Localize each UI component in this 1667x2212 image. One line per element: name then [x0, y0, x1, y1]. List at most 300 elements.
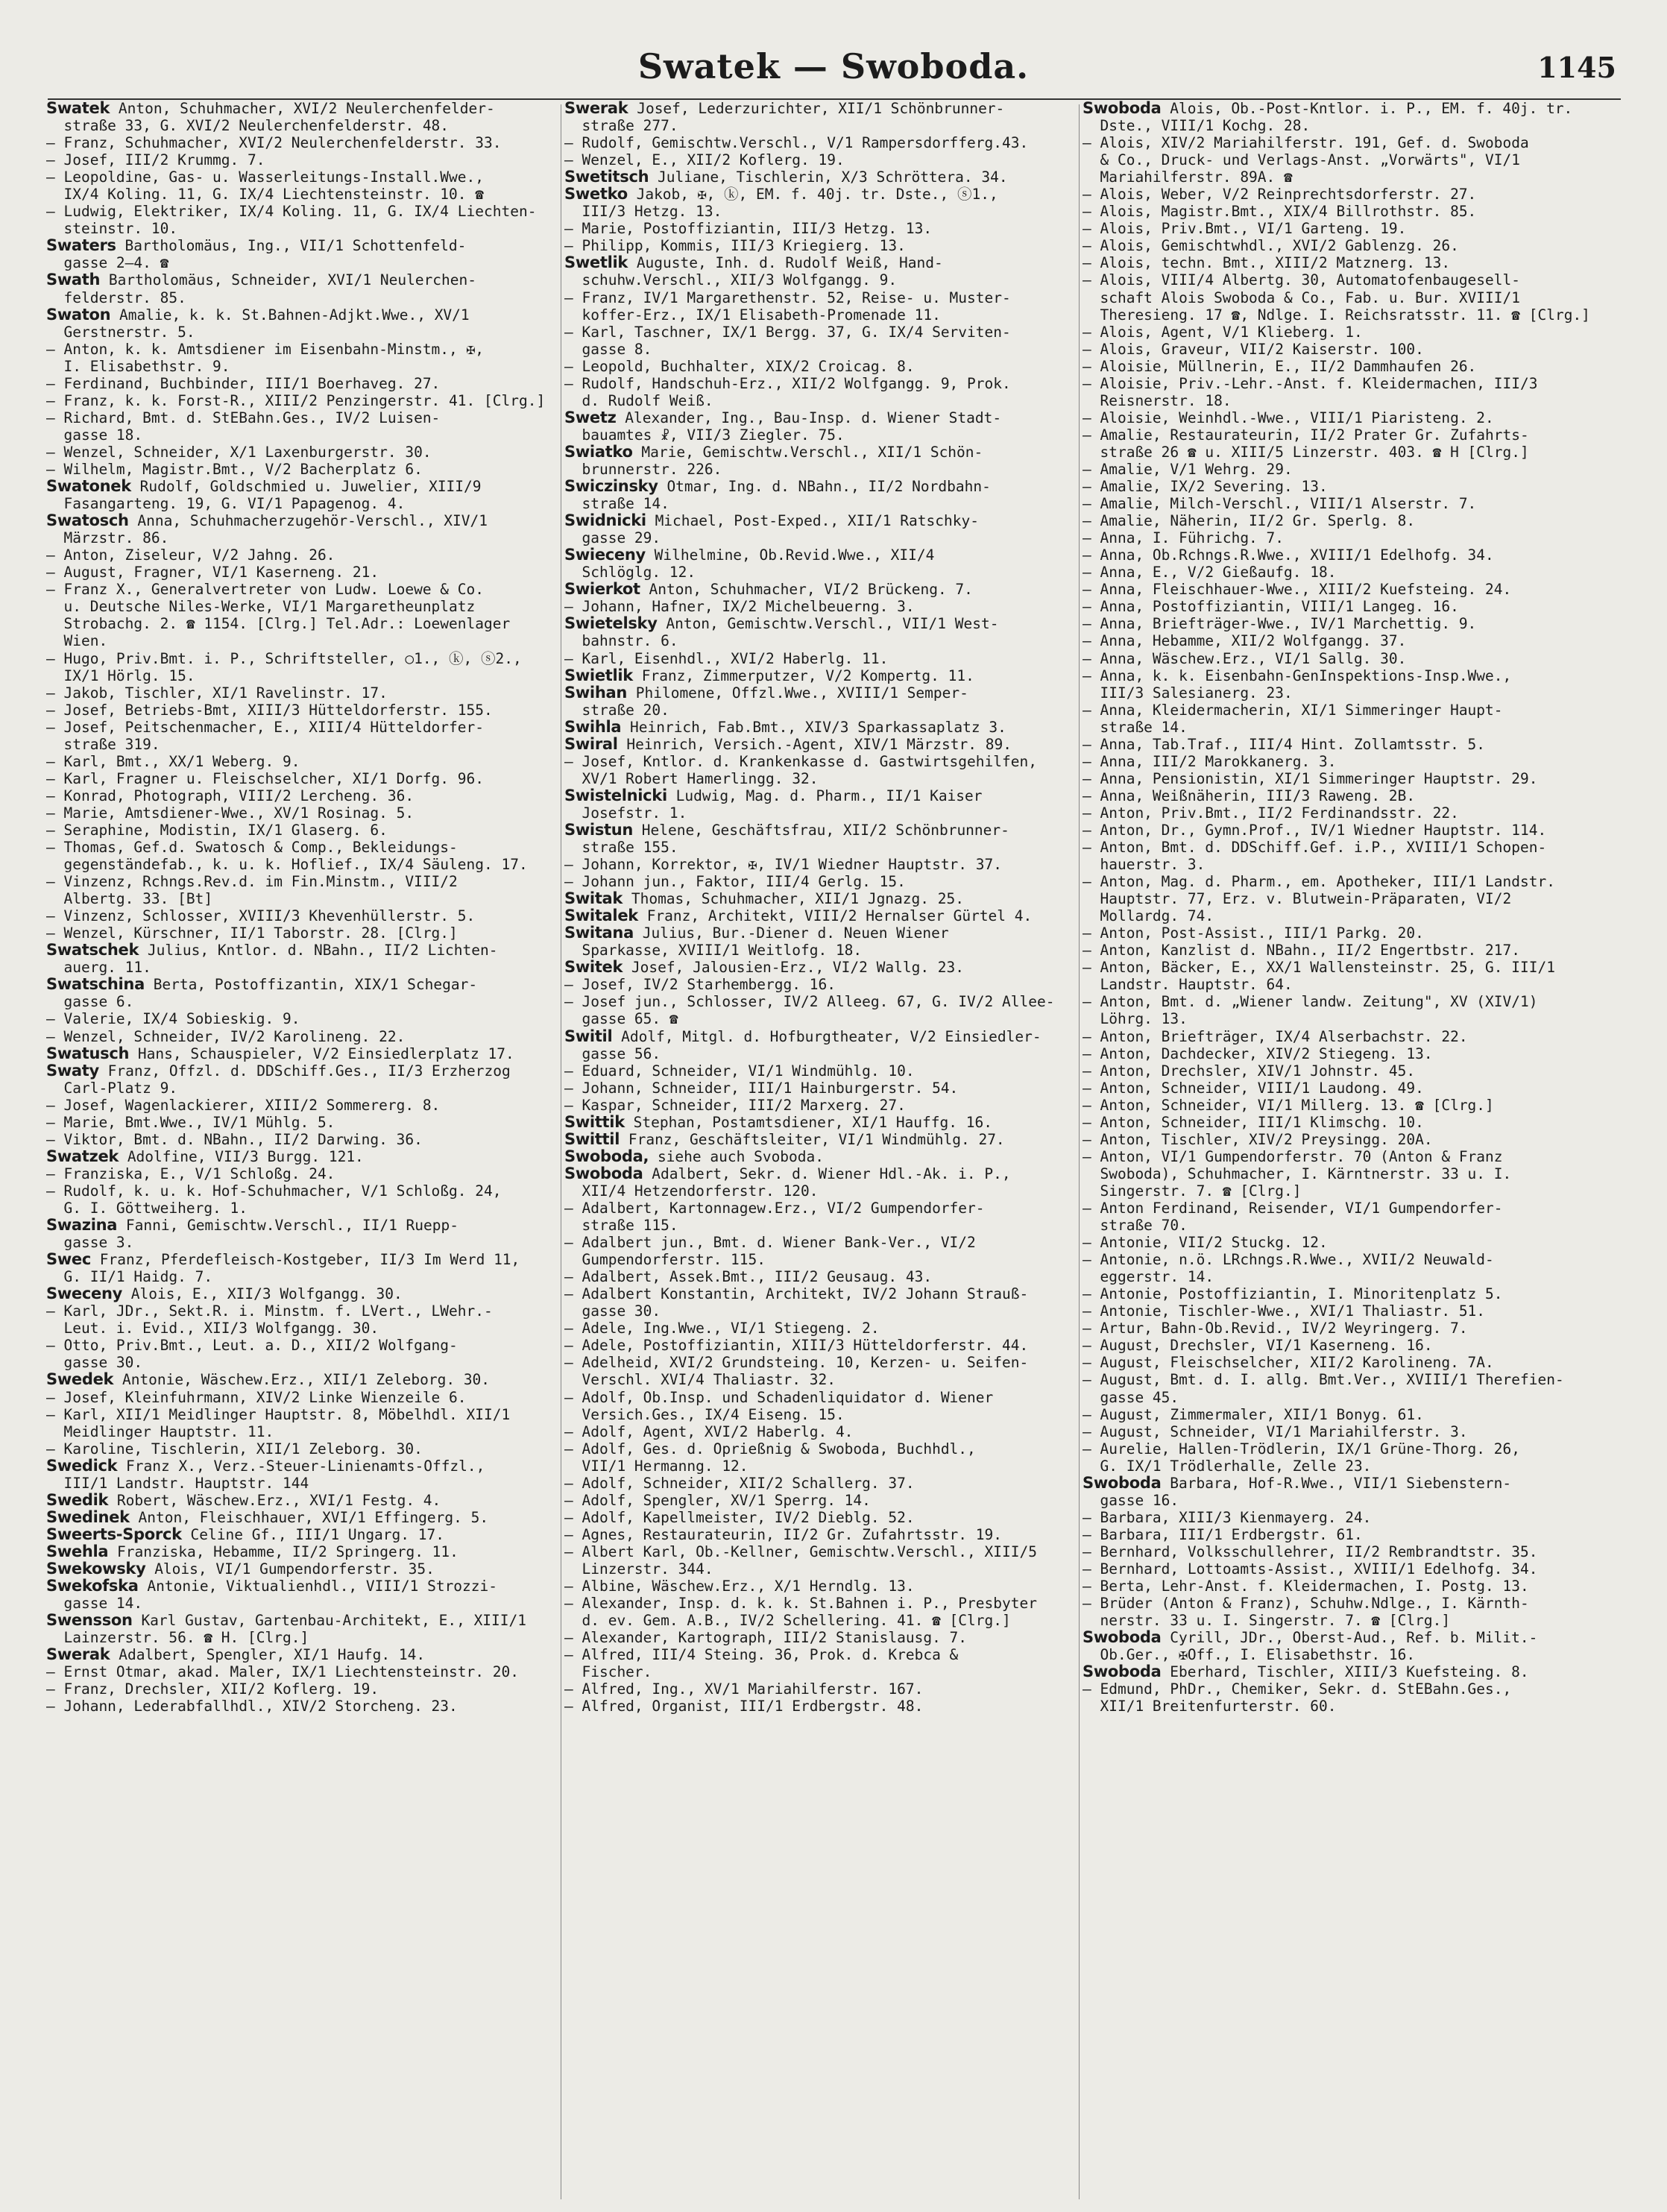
entry-text: straße 319.	[46, 735, 160, 753]
entry-text: Amalie, k. k. St.Bahnen-Adjkt.Wwe., XV/1	[110, 306, 470, 324]
entry-text: Juliane, Tischlerin, X/3 Schröttera. 34.	[649, 168, 1008, 186]
page-header	[0, 39, 1667, 98]
directory-entry	[1083, 1097, 1604, 1114]
entry-text: — Alois, Gemischtwhdl., XVI/2 Gablenzg. 26.	[1083, 237, 1459, 255]
entry-line	[1083, 1663, 1604, 1680]
entry-text: — Alois, Graveur, VII/2 Kaiserstr. 100.	[1083, 340, 1424, 358]
entry-line	[1083, 1526, 1604, 1543]
surname-heading: Switil	[564, 1027, 613, 1045]
entry-text: — Adolf, Kapellmeister, IV/2 Dieblg. 52.	[564, 1508, 915, 1526]
entry-text: — Anna, Briefträger-Wwe., IV/1 Marchettig. 9.	[1083, 615, 1477, 633]
entry-line	[1083, 341, 1604, 358]
directory-entry	[564, 220, 1086, 237]
entry-text: — Ferdinand, Buchbinder, III/1 Boerhaveg. 27.	[46, 374, 441, 392]
directory-entry	[1083, 650, 1604, 667]
entry-line	[1083, 736, 1604, 753]
directory-entry	[1083, 1148, 1604, 1200]
entry-line	[1083, 667, 1604, 684]
directory-entry	[1083, 134, 1604, 186]
entry-line	[1083, 787, 1604, 804]
page-number: 1145	[1537, 51, 1616, 84]
entry-line	[564, 1475, 1086, 1492]
surname-heading: Swedek	[46, 1371, 114, 1389]
entry-text: — Anton, Schneider, VIII/1 Laudong. 49.	[1083, 1079, 1424, 1097]
directory-entry	[1083, 615, 1604, 632]
entry-line	[1083, 993, 1604, 1010]
entry-line	[46, 873, 568, 890]
entry-text: Swoboda), Schuhmacher, I. Kärntnerstr. 33 u. I.	[1083, 1165, 1512, 1182]
entry-text: — Leopold, Buchhalter, XIX/2 Croicag. 8.	[564, 357, 915, 375]
entry-text: Franz, Zimmerputzer, V/2 Kompertg. 11.	[632, 667, 974, 684]
entry-text: — Anna, III/2 Marokkanerg. 3.	[1083, 752, 1337, 770]
entry-line	[564, 770, 1086, 787]
entry-line	[1083, 856, 1604, 873]
entry-line	[46, 993, 568, 1010]
entry-text: I. Elisabethstr. 9.	[46, 357, 230, 375]
surname-heading: Swittik	[564, 1113, 625, 1131]
entry-text: steinstr. 10.	[46, 220, 178, 238]
entry-text: gasse 30.	[564, 1302, 661, 1320]
surname-heading: Swerak	[564, 100, 628, 117]
entry-text: — Anton, Bmt. d. „Wiener landw. Zeitung", XV (XIV/1)	[1083, 993, 1538, 1011]
entry-text: — Berta, Lehr-Anst. f. Kleidermachen, I. Postg. 13.	[1083, 1578, 1529, 1595]
entry-line	[1083, 1148, 1604, 1165]
directory-entry	[46, 237, 568, 271]
directory-entry	[46, 1680, 568, 1698]
entry-text: Albertg. 33. [Bt]	[46, 890, 213, 908]
directory-entry	[1083, 1440, 1604, 1475]
directory-entry	[1083, 1354, 1604, 1371]
entry-line	[564, 1612, 1086, 1629]
entry-line	[1083, 271, 1604, 289]
directory-entry	[46, 546, 568, 564]
entry-line	[564, 1698, 1086, 1715]
entry-line	[564, 1114, 1086, 1131]
entry-line	[46, 341, 568, 358]
entry-line	[564, 529, 1086, 546]
entry-line	[46, 375, 568, 392]
entry-text: — Anton, Drechsler, XIV/1 Johnstr. 45.	[1083, 1062, 1416, 1080]
entry-line	[1083, 942, 1604, 959]
entry-text: Alois, VI/1 Gumpendorferstr. 35.	[145, 1560, 435, 1578]
directory-entry	[564, 1285, 1086, 1320]
directory-entry	[46, 1251, 568, 1285]
entry-text: — Karl, Taschner, IX/1 Bergg. 37, G. IX/4 Serviten-	[564, 323, 1011, 341]
directory-entry	[46, 1389, 568, 1406]
entry-text: Carl-Platz 9.	[46, 1079, 178, 1097]
entry-line	[1083, 1629, 1604, 1646]
directory-entry	[46, 1371, 568, 1388]
directory-entry	[1083, 546, 1604, 564]
entry-line	[1083, 289, 1604, 306]
entry-text: — Franz X., Generalvertreter von Ludw. Loewe & Co.	[46, 581, 484, 599]
entry-line	[564, 976, 1086, 993]
entry-text: — Viktor, Bmt. d. NBahn., II/2 Darwing. 36.	[46, 1130, 423, 1148]
surname-heading: Swistun	[564, 821, 634, 839]
directory-entry	[46, 1440, 568, 1458]
entry-line	[46, 220, 568, 237]
entry-line	[46, 564, 568, 581]
surname-heading: Sweceny	[46, 1285, 122, 1303]
surname-heading: Swoboda	[1083, 1629, 1162, 1647]
entry-line	[46, 100, 568, 117]
entry-line	[564, 1182, 1086, 1200]
entry-line	[46, 1440, 568, 1458]
entry-line	[46, 1165, 568, 1182]
entry-text: — Anna, Hebamme, XII/2 Wolfgangg. 37.	[1083, 632, 1407, 650]
entry-text: Rudolf, Goldschmied u. Juwelier, XIII/9	[130, 478, 482, 496]
entry-line	[46, 426, 568, 444]
entry-text: Mariahilferstr. 89A. ☎	[1083, 168, 1293, 186]
entry-line	[564, 203, 1086, 220]
surname-heading: Swiczinsky	[564, 478, 658, 496]
entry-line	[564, 787, 1086, 804]
entry-text: — Franziska, E., V/1 Schloßg. 24.	[46, 1165, 335, 1182]
surname-heading: Switek	[564, 959, 623, 977]
directory-entry	[1083, 1663, 1604, 1680]
entry-line	[1083, 1492, 1604, 1509]
entry-text: — Alexander, Kartograph, III/2 Stanislausg. 7.	[564, 1629, 968, 1647]
entry-line	[564, 684, 1086, 702]
surname-heading: Sweerts-Sporck	[46, 1525, 182, 1543]
entry-line	[564, 1526, 1086, 1543]
entry-line	[564, 907, 1086, 924]
entry-text: IX/4 Koling. 11, G. IX/4 Liechtensteinstr. 10. ☎	[46, 186, 484, 204]
directory-entry	[564, 924, 1086, 959]
directory-entry	[46, 1148, 568, 1165]
entry-text: G. II/1 Haidg. 7.	[46, 1268, 213, 1286]
entry-text: — Agnes, Restaurateurin, II/2 Gr. Zufahrtsstr. 19.	[564, 1525, 1002, 1543]
entry-line	[46, 719, 568, 736]
entry-text: Anton, Schuhmacher, VI/2 Brückeng. 7.	[640, 581, 973, 599]
entry-line	[564, 1406, 1086, 1423]
entry-text: gasse 3.	[46, 1234, 134, 1252]
directory-entry	[564, 134, 1086, 151]
directory-entry	[1083, 512, 1604, 529]
entry-text: — Antonie, VII/2 Stuckg. 12.	[1083, 1234, 1328, 1252]
entry-text: bauamtes ☧, VII/3 Ziegler. 75.	[564, 426, 845, 444]
directory-entry	[1083, 1114, 1604, 1131]
entry-line	[564, 444, 1086, 461]
entry-text: — August, Bmt. d. I. allg. Bmt.Ver., XVIII/1 Therefien-	[1083, 1371, 1564, 1389]
entry-line	[1083, 1612, 1604, 1629]
directory-entry	[1083, 564, 1604, 581]
directory-entry	[46, 1337, 568, 1371]
entry-line	[1083, 1062, 1604, 1080]
entry-line	[1083, 770, 1604, 787]
entry-text: Anton, Schuhmacher, XVI/2 Neulerchenfelder-	[110, 100, 495, 117]
directory-entry	[1083, 1285, 1604, 1302]
entry-text: straße 115.	[564, 1217, 678, 1235]
directory-entry	[564, 444, 1086, 478]
directory-entry	[564, 375, 1086, 409]
entry-line	[564, 993, 1086, 1010]
surname-heading: Swoboda	[1083, 1474, 1162, 1492]
directory-entry	[564, 1131, 1086, 1148]
directory-entry	[46, 100, 568, 134]
entry-text: Hauptstr. 77, Erz. v. Blutwein-Präparaten, VI/2	[1083, 890, 1512, 908]
directory-entry	[46, 1492, 568, 1509]
surname-heading: Swetitsch	[564, 168, 649, 186]
entry-text: gasse 6.	[46, 993, 134, 1011]
entry-text: — Josef jun., Schlosser, IV/2 Alleeg. 67, G. IV/2 Allee-	[564, 993, 1055, 1011]
directory-entry	[1083, 1629, 1604, 1663]
entry-text: — Adele, Ing.Wwe., VI/1 Stiegeng. 2.	[564, 1320, 880, 1337]
entry-line	[564, 856, 1086, 873]
entry-line	[1083, 1680, 1604, 1698]
entry-text: Michael, Post-Exped., XII/1 Ratschky-	[646, 512, 979, 530]
entry-text: gasse 65. ☎	[564, 1010, 678, 1028]
entry-line	[1083, 924, 1604, 942]
entry-text: — Alexander, Insp. d. k. k. St.Bahnen i. P., Presbyter	[564, 1595, 1037, 1613]
entry-text: — Anton, Dr., Gymn.Prof., IV/1 Wiedner Hauptstr. 114.	[1083, 821, 1547, 839]
entry-text: Leut. i. Evid., XII/3 Wolfgangg. 30.	[46, 1320, 379, 1337]
entry-text: Mollardg. 74.	[1083, 907, 1214, 925]
entry-text: gasse 16.	[1083, 1491, 1179, 1509]
entry-text: — Anton, Kanzlist d. NBahn., II/2 Engertbstr. 217.	[1083, 942, 1520, 960]
entry-line	[1083, 1234, 1604, 1251]
entry-line	[564, 1045, 1086, 1062]
directory-entry	[564, 254, 1086, 289]
entry-text: Franz X., Verz.-Steuer-Linienamts-Offzl.,	[117, 1457, 485, 1475]
entry-line	[1083, 907, 1604, 924]
entry-text: — Alois, Priv.Bmt., VI/1 Garteng. 19.	[1083, 220, 1407, 238]
entry-text: Gerstnerstr. 5.	[46, 323, 195, 341]
entry-text: Heinrich, Versich.-Agent, XIV/1 Märzstr. 89.	[617, 735, 1012, 753]
entry-text: Anton, Gemischtw.Verschl., VII/1 West-	[657, 615, 999, 633]
entry-line	[1083, 1337, 1604, 1354]
directory-entry	[46, 873, 568, 907]
entry-text: — Adolf, Ges. d. Oprießnig & Swoboda, Buchhdl.,	[564, 1440, 976, 1458]
entry-line	[564, 1080, 1086, 1097]
directory-entry	[46, 976, 568, 1010]
entry-text: — Wilhelm, Magistr.Bmt., V/2 Bacherplatz 6.	[46, 460, 423, 478]
surname-heading: Switana	[564, 924, 634, 942]
entry-text: — Alois, Magistr.Bmt., XIX/4 Billrothstr. 85.	[1083, 203, 1477, 221]
entry-line	[46, 271, 568, 289]
entry-text: Löhrg. 13.	[1083, 1010, 1188, 1028]
entry-line	[564, 426, 1086, 444]
entry-line	[1083, 822, 1604, 839]
directory-entry	[1083, 220, 1604, 237]
entry-text: hauerstr. 3.	[1083, 856, 1206, 874]
directory-entry	[564, 976, 1086, 993]
surname-heading: Swoboda,	[564, 1147, 649, 1165]
surname-heading: Swetlik	[564, 254, 628, 272]
entry-line	[46, 615, 568, 632]
entry-text: — Adolf, Spengler, XV/1 Sperrg. 14.	[564, 1491, 871, 1509]
entry-line	[564, 615, 1086, 632]
directory-entry	[46, 271, 568, 306]
directory-entry	[564, 753, 1086, 787]
directory-entry	[564, 1148, 1086, 1165]
entry-text: nerstr. 33 u. I. Singerstr. 7. ☎ [Clrg.]	[1083, 1612, 1451, 1630]
entry-line	[564, 1663, 1086, 1680]
entry-line	[564, 1062, 1086, 1080]
entry-text: — Anton, Bäcker, E., XX/1 Wallensteinstr. 25, G. III/1	[1083, 959, 1555, 977]
entry-text: Adalbert, Spengler, XI/1 Haufg. 14.	[110, 1646, 426, 1664]
directory-entry	[46, 1028, 568, 1045]
entry-text: Fasangarteng. 19, G. VI/1 Papagenog. 4.	[46, 495, 406, 513]
entry-text: — Rudolf, Handschuh-Erz., XII/2 Wolfgangg. 9, Prok.	[564, 374, 1011, 392]
entry-line	[46, 1595, 568, 1612]
entry-text: — Amalie, IX/2 Severing. 13.	[1083, 478, 1328, 496]
entry-text: III/3 Salesianerg. 23.	[1083, 684, 1293, 702]
entry-line	[46, 770, 568, 787]
directory-entry	[1083, 993, 1604, 1027]
surname-heading: Swatschina	[46, 976, 145, 994]
entry-line	[564, 1680, 1086, 1698]
surname-heading: Swekowsky	[46, 1560, 146, 1578]
surname-heading: Swieceny	[564, 546, 646, 564]
directory-entry	[564, 993, 1086, 1027]
entry-line	[46, 924, 568, 942]
entry-text: — Antonie, n.ö. LRchngs.R.Wwe., XVII/2 Neuwald-	[1083, 1251, 1494, 1269]
surname-heading: Swaton	[46, 306, 111, 324]
directory-entry	[1083, 873, 1604, 924]
entry-line	[46, 289, 568, 306]
entry-text: — August, Zimmermaler, XII/1 Bonyg. 61.	[1083, 1405, 1424, 1423]
entry-line	[46, 684, 568, 702]
entry-text: eggerstr. 14.	[1083, 1268, 1214, 1286]
directory-entry	[1083, 495, 1604, 512]
entry-text: — Marie, Amtsdiener-Wwe., XV/1 Rosinag. 5.	[46, 804, 415, 822]
entry-text: — Alois, VIII/4 Albertg. 30, Automatofenbaugesell-	[1083, 271, 1520, 289]
entry-line	[564, 1268, 1086, 1285]
entry-line	[1083, 1509, 1604, 1526]
directory-entry	[564, 719, 1086, 736]
entry-line	[46, 1509, 568, 1526]
entry-text: — Antonie, Postoffiziantin, I. Minoritenplatz 5.	[1083, 1285, 1503, 1303]
entry-line	[1083, 409, 1604, 426]
entry-line	[46, 1629, 568, 1646]
directory-entry	[1083, 1578, 1604, 1595]
directory-entry	[46, 822, 568, 839]
entry-text: Adolfine, VII/3 Burgg. 121.	[119, 1147, 364, 1165]
directory-entry	[564, 1062, 1086, 1080]
entry-text: Versich.Ges., IX/4 Eiseng. 15.	[564, 1405, 845, 1423]
entry-line	[46, 254, 568, 271]
entry-line	[46, 1320, 568, 1337]
entry-line	[46, 1389, 568, 1406]
entry-text: bahnstr. 6.	[564, 632, 678, 650]
entry-line	[46, 1028, 568, 1045]
entry-line	[1083, 873, 1604, 890]
entry-line	[46, 1234, 568, 1251]
entry-text: — Adele, Postoffiziantin, XIII/3 Hütteldorferstr. 44.	[564, 1337, 1029, 1355]
entry-text: — Karl, Eisenhdl., XVI/2 Haberlg. 11.	[564, 649, 889, 667]
entry-line	[46, 667, 568, 684]
entry-text: — Adalbert, Kartonnagew.Erz., VI/2 Gumpendorfer-	[564, 1200, 985, 1217]
entry-text: — Vinzenz, Rchngs.Rev.d. im Fin.Minstm., VIII/2	[46, 873, 458, 891]
entry-line	[564, 392, 1086, 409]
entry-line	[1083, 1217, 1604, 1234]
entry-text: — Vinzenz, Schlosser, XVIII/3 Khevenhüllerstr. 5.	[46, 907, 476, 925]
entry-line	[46, 324, 568, 341]
entry-text: — Amalie, Restaurateurin, II/2 Prater Gr. Zufahrts-	[1083, 426, 1529, 444]
entry-line	[1083, 753, 1604, 770]
directory-entry	[564, 168, 1086, 186]
directory-entry	[564, 1200, 1086, 1234]
surname-heading: Swatschek	[46, 942, 139, 960]
directory-entry	[46, 564, 568, 581]
surname-heading: Swerak	[46, 1646, 110, 1664]
entry-text: — Anton, Priv.Bmt., II/2 Ferdinandsstr. 22.	[1083, 804, 1459, 822]
entry-line	[1083, 684, 1604, 702]
entry-line	[1083, 1114, 1604, 1131]
entry-line	[46, 1680, 568, 1698]
entry-text: Celine Gf., III/1 Ungarg. 17.	[181, 1525, 444, 1543]
entry-line	[564, 581, 1086, 598]
entry-line	[564, 1217, 1086, 1234]
entry-line	[1083, 1268, 1604, 1285]
entry-text: — Marie, Bmt.Wwe., IV/1 Mühlg. 5.	[46, 1113, 335, 1131]
directory-entry	[46, 702, 568, 719]
directory-entry	[1083, 581, 1604, 598]
entry-line	[564, 736, 1086, 753]
entry-text: gasse 2—4. ☎	[46, 254, 169, 272]
directory-entry	[1083, 1200, 1604, 1234]
entry-line	[1083, 1406, 1604, 1423]
surname-heading: Swazina	[46, 1217, 118, 1235]
entry-text: — Johann, Korrektor, ✠, IV/1 Wiedner Hauptstr. 37.	[564, 856, 1002, 874]
entry-line	[46, 1114, 568, 1131]
entry-line	[564, 753, 1086, 770]
directory-entry	[564, 1389, 1086, 1423]
surname-heading: Swoboda	[1083, 100, 1162, 117]
surname-heading: Swistelnicki	[564, 787, 667, 804]
entry-text: — Rudolf, Gemischtw.Verschl., V/1 Rampersdorfferg.43.	[564, 134, 1029, 152]
entry-line	[1083, 392, 1604, 409]
entry-text: — Marie, Postoffiziantin, III/3 Hetzg. 13.	[564, 220, 933, 238]
directory-entry	[564, 890, 1086, 907]
directory-entry	[1083, 1062, 1604, 1080]
surname-heading: Swensson	[46, 1612, 133, 1630]
directory-entry	[46, 1578, 568, 1612]
entry-line	[564, 134, 1086, 151]
directory-entry	[1083, 254, 1604, 271]
entry-line	[564, 1595, 1086, 1612]
directory-entry	[1083, 1234, 1604, 1251]
directory-entry	[564, 615, 1086, 649]
entry-text: — Anton, Ziseleur, V/2 Jahng. 26.	[46, 546, 335, 564]
entry-text: — Anton, Schneider, III/1 Klimschg. 10.	[1083, 1113, 1424, 1131]
entry-line	[46, 1492, 568, 1509]
entry-text: Eberhard, Tischler, XIII/3 Kuefsteing. 8.	[1161, 1663, 1529, 1681]
entry-line	[564, 1200, 1086, 1217]
entry-text: Franz, Geschäftsleiter, VI/1 Windmühlg. 27.	[620, 1130, 1005, 1148]
surname-heading: Swiatko	[564, 443, 633, 461]
entry-line	[1083, 1595, 1604, 1612]
surname-heading: Swaty	[46, 1062, 99, 1080]
directory-entry	[1083, 1680, 1604, 1715]
entry-line	[564, 341, 1086, 358]
entry-text: Dste., VIII/1 Kochg. 28.	[1083, 117, 1311, 135]
entry-text: Wien.	[46, 632, 108, 650]
entry-text: Julius, Kntlor. d. NBahn., II/2 Lichten-	[139, 942, 498, 960]
entry-text: Philomene, Offzl.Wwe., XVIII/1 Semper-	[627, 684, 968, 702]
directory-entry	[46, 1302, 568, 1337]
entry-line	[564, 667, 1086, 684]
entry-line	[46, 1062, 568, 1080]
entry-text: Alois, E., XII/3 Wolfgangg. 30.	[122, 1285, 403, 1303]
entry-line	[564, 1389, 1086, 1406]
directory-entry	[1083, 186, 1604, 203]
entry-text: — Antonie, Tischler-Wwe., XVI/1 Thaliastr. 51.	[1083, 1302, 1486, 1320]
entry-line	[46, 856, 568, 873]
entry-line	[564, 804, 1086, 822]
entry-line	[1083, 512, 1604, 529]
